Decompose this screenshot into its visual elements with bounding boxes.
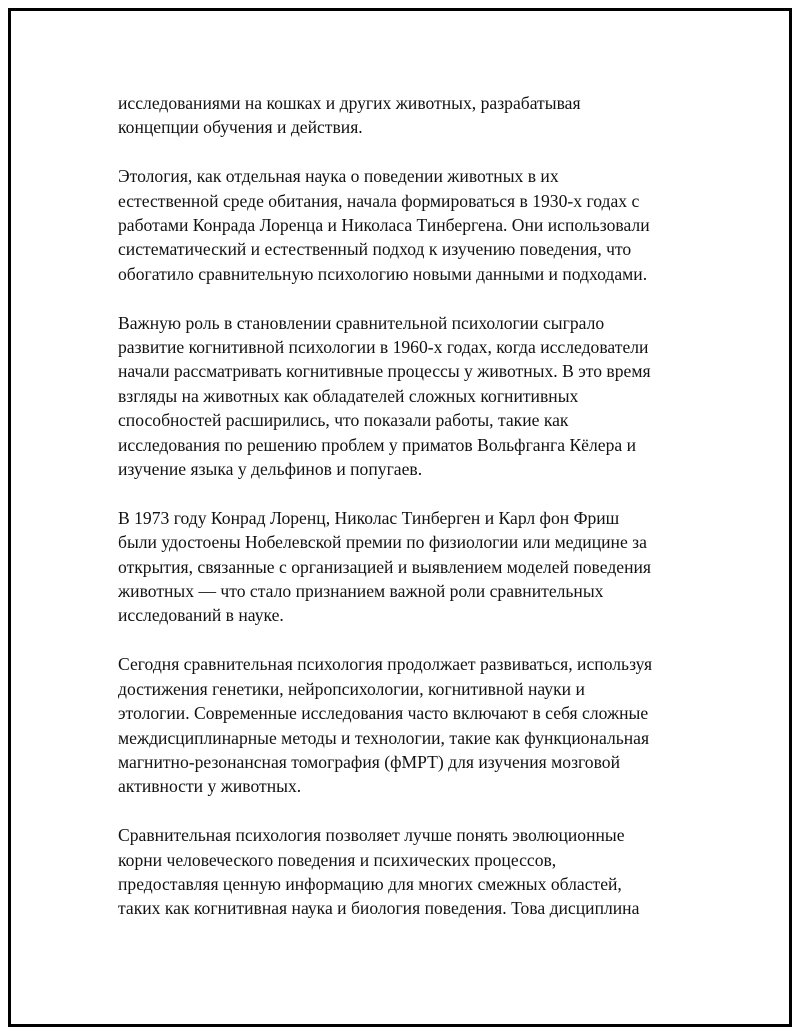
text-line: достижения генетики, нейропсихологии, когнитивной науки и <box>118 678 585 699</box>
text-line: взгляды на животных как обладателей сложных когнитивных <box>118 385 579 406</box>
paragraph <box>118 652 688 798</box>
text-line: были удостоены Нобелевской премии по физиологии или медицине за <box>118 532 647 553</box>
text-line: систематический и естественный подход к изучению поведения, что <box>118 239 632 260</box>
text-line: Этология, как отдельная наука о поведении животных в их <box>118 166 559 187</box>
text-line: Сравнительная психология позволяет лучше понять эволюционные <box>118 825 625 846</box>
text-line: Сегодня сравнительная психология продолжает развиваться, используя <box>118 654 653 675</box>
text-line: животных — что стало признанием важной роли сравнительных <box>118 581 604 602</box>
text-line: корни человеческого поведения и психических процессов, <box>118 849 557 870</box>
text-line: предоставляя ценную информацию для многих смежных областей, <box>118 873 622 894</box>
paragraph <box>118 91 688 140</box>
text-line: открытия, связанные с организацией и выявлением моделей поведения <box>118 556 652 577</box>
paragraph <box>118 506 688 628</box>
text-line: таких как когнитивная наука и биология поведения. Това дисциплина <box>118 898 640 919</box>
paragraph <box>118 823 688 921</box>
text-line: магнитно-резонансная томография (фМРТ) для изучения мозговой <box>118 751 620 772</box>
paragraph <box>118 311 688 482</box>
text-line: Важную роль в становлении сравнительной психологии сыграло <box>118 312 605 333</box>
text-line: способностей расширились, что показали работы, такие как <box>118 410 569 431</box>
text-line: естественной среде обитания, начала формироваться в 1930-х годах с <box>118 190 640 211</box>
document-body <box>118 91 688 945</box>
text-line: обогатило сравнительную психологию новыми данными и подходами. <box>118 263 648 284</box>
text-line: развитие когнитивной психологии в 1960-х годах, когда исследователи <box>118 337 649 358</box>
text-line: В 1973 году Конрад Лоренц, Николас Тинберген и Карл фон Фриш <box>118 507 620 528</box>
text-line: междисциплинарные методы и технологии, такие как функциональная <box>118 727 650 748</box>
text-line: исследований в науке. <box>118 605 284 626</box>
text-line: активности у животных. <box>118 776 302 797</box>
text-line: исследованиями на кошках и других животных, разрабатывая <box>118 93 581 113</box>
text-line: исследования по решению проблем у приматов Вольфганга Кёлера и <box>118 434 637 455</box>
text-line: концепции обучения и действия. <box>118 117 363 138</box>
paragraph <box>118 164 688 286</box>
text-line: этологии. Современные исследования часто включают в себя сложные <box>118 703 649 724</box>
text-line: изучение языка у дельфинов и попугаев. <box>118 459 423 480</box>
text-line: работами Конрада Лоренца и Николаса Тинбергена. Они использовали <box>118 215 650 236</box>
text-line: начали рассматривать когнитивные процессы у животных. В это время <box>118 361 651 382</box>
